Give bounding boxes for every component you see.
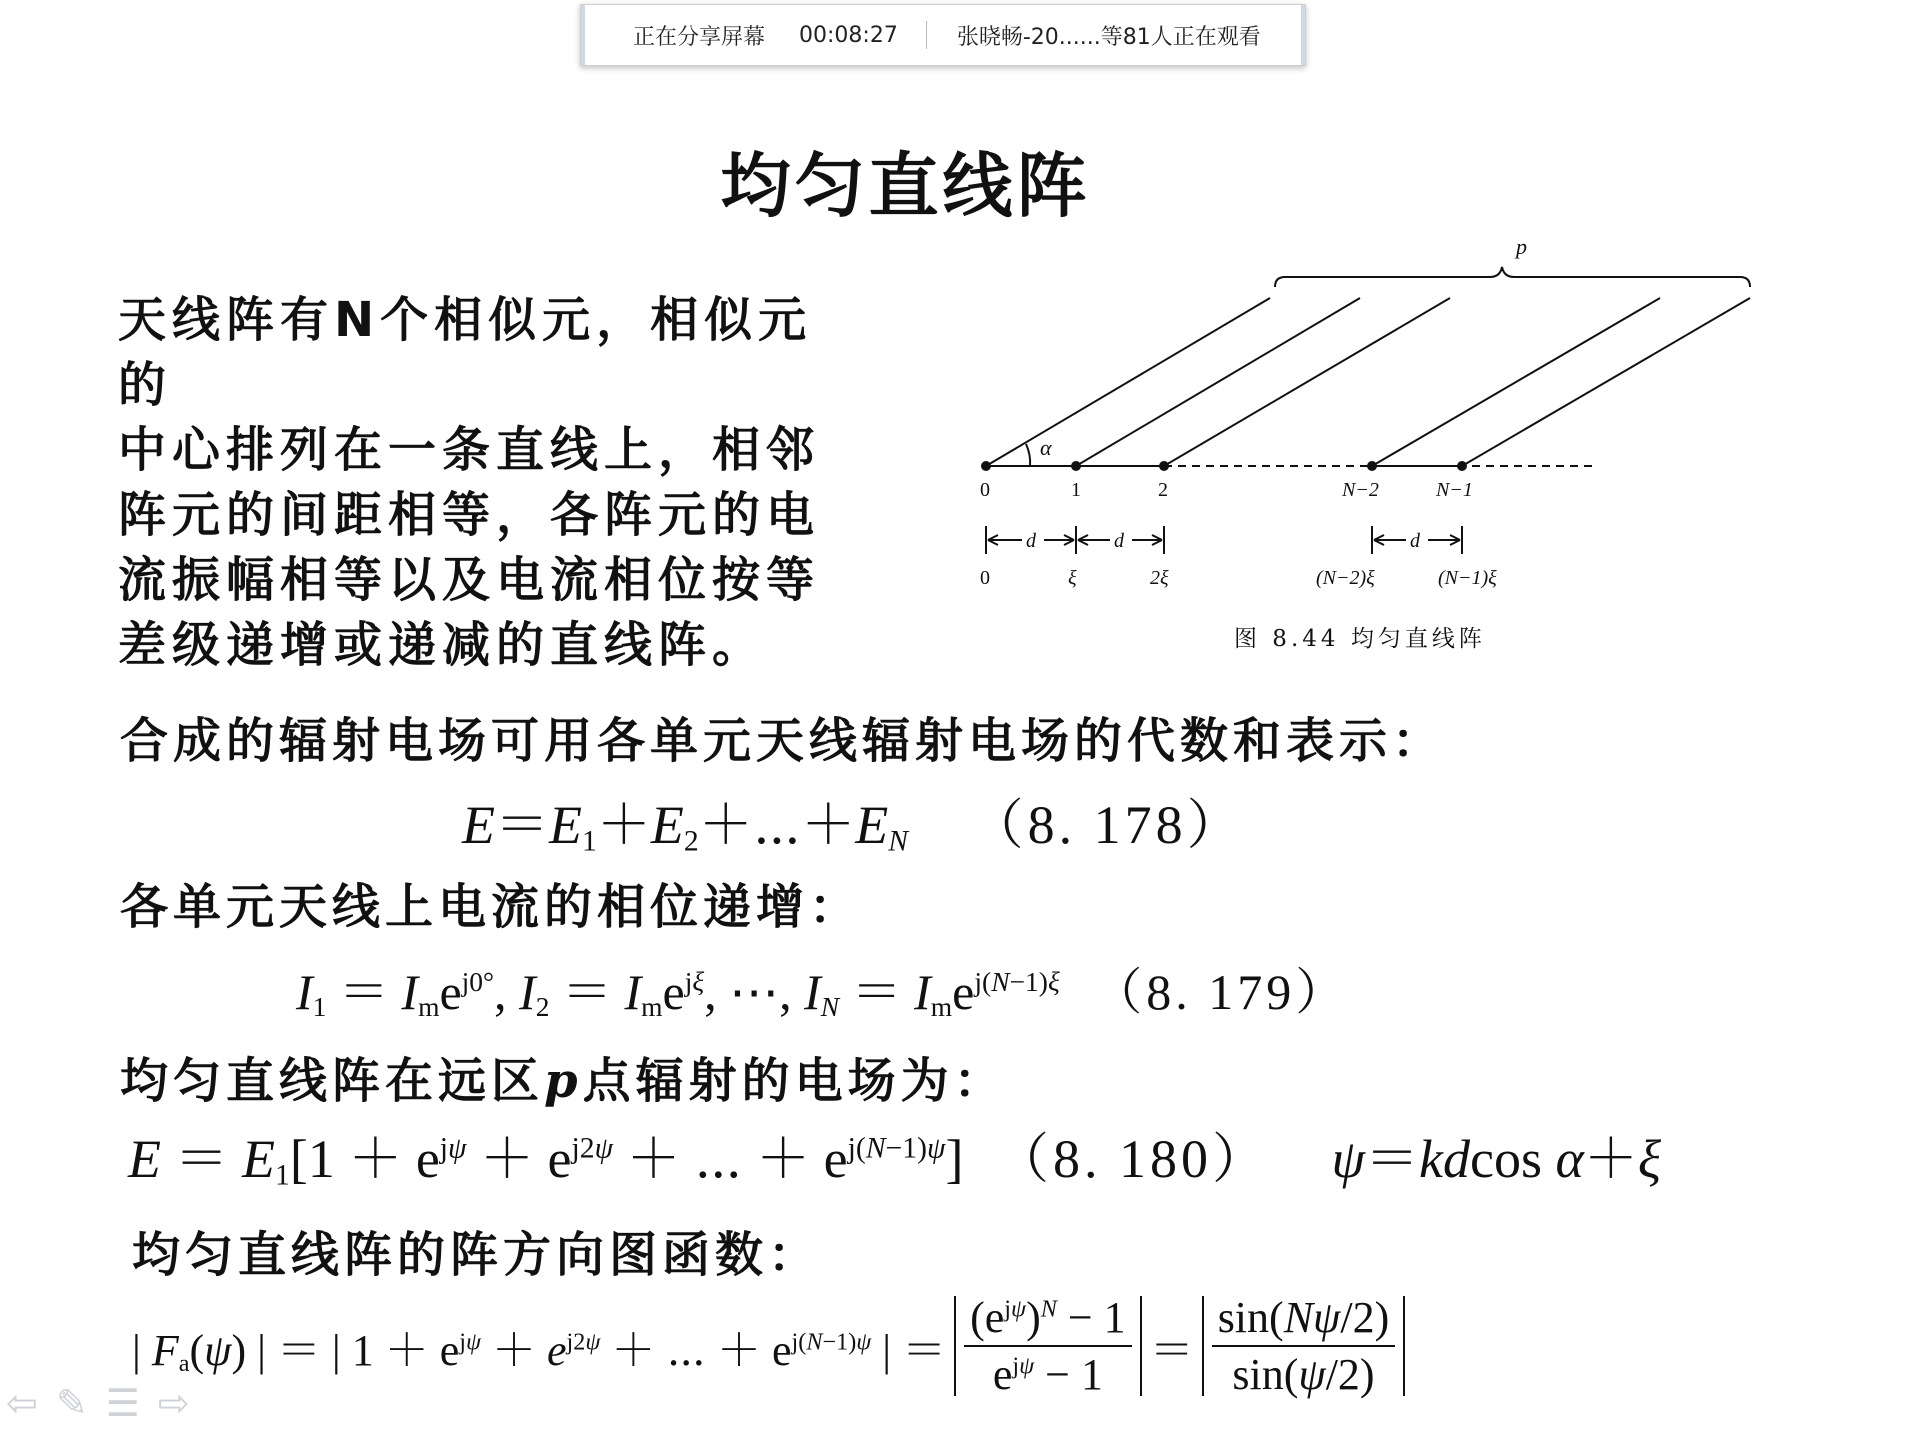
equation-8-179: $I_1 = I_me^{j0^\circ}$, $I_2 = I_me^{j\xi}$, ⋯, $I_N = I_me^{j(N-1)\xi}$ （8. 179）	[296, 964, 1350, 1022]
element-label: 0	[980, 479, 990, 501]
menu-icon[interactable]: ☰	[105, 1381, 140, 1425]
text-line-2: 各单元天线上电流的相位递增：	[120, 879, 863, 935]
element-dot	[1367, 461, 1377, 471]
element-label: N−2	[1342, 479, 1379, 501]
ray-n1	[1462, 298, 1750, 466]
phase-label: (N−2)ξ	[1316, 567, 1375, 589]
text-line-3-suffix: 点辐射的电场为：	[582, 1053, 1007, 1109]
angle-arc	[1026, 444, 1030, 466]
phase-label: 2ξ	[1150, 567, 1169, 589]
intro-line: 流振幅相等以及电流相位按等	[118, 552, 821, 608]
viewer-count-button[interactable]: 张晓畅-20......等81人正在观看	[956, 24, 1261, 50]
phase-label: ξ	[1068, 567, 1077, 589]
intro-line: 天线阵有N个相似元，相似元的	[118, 292, 813, 413]
pen-icon[interactable]: ✎	[55, 1381, 88, 1425]
text-line-1: 合成的辐射电场可用各单元天线辐射电场的代数和表示：	[120, 713, 1446, 769]
intro-line: 中心排列在一条直线上，相邻	[118, 422, 821, 478]
slideshow-controls	[0, 1378, 266, 1428]
element-dot	[981, 461, 991, 471]
equation-number: （8. 180）	[994, 1129, 1270, 1189]
figure-caption: 图 8.44 均匀直线阵	[1234, 626, 1486, 652]
equation-number: （8. 179）	[1092, 964, 1350, 1020]
element-dot	[1159, 461, 1169, 471]
array-factor-equation: | $F_a(\psi)$ | ＝ | $1 + e^{j\psi} + e^{j2\psi}$ ＋ ⋯ ＋ $e^{j(N-1)\psi}$ | ＝ $\frac{(e^{j\psi})^N - 1}{e^{j\psi} - 1}$ ＝ $\frac{\sin(N\psi/2)}{\sin(\psi/2)}$	[132, 1292, 1413, 1400]
abs-bar	[1140, 1296, 1142, 1396]
equation-8-180: $E = E_1[1 + e^{j\psi} + e^{j2\psi}$ ＋ ⋯ ＋ $e^{j(N-1)\psi}$] （8. 180） ψ＝kdcos α＋ξ	[128, 1129, 1661, 1192]
share-status-text: 正在分享屏幕	[633, 24, 766, 50]
share-timer: 00:08:27	[799, 22, 898, 48]
spacing-label: d	[1114, 530, 1124, 552]
equation-number: （8. 178）	[969, 795, 1245, 855]
ray-0	[986, 298, 1270, 466]
spacing-label: d	[1026, 530, 1036, 552]
ray-2	[1164, 298, 1450, 466]
intro-line: 阵元的间距相等，各阵元的电	[118, 487, 821, 543]
text-line-3-prefix: 均匀直线阵在远区	[120, 1053, 545, 1109]
phase-label: 0	[980, 567, 990, 589]
element-dot	[1071, 461, 1081, 471]
ray-1	[1076, 298, 1360, 466]
slide-title: 均匀直线阵	[720, 145, 1091, 227]
phase-label: (N−1)ξ	[1438, 567, 1497, 589]
distance-brace	[1275, 267, 1750, 287]
next-slide-icon[interactable]: ⇨	[157, 1381, 190, 1425]
text-line-4: 均匀直线阵的阵方向图函数：	[132, 1227, 822, 1283]
share-bar-divider	[926, 21, 927, 49]
spacing-label: d	[1410, 530, 1420, 552]
element-label: 2	[1158, 479, 1168, 501]
far-point-label: p	[1516, 234, 1527, 259]
psi-definition: ψ＝kdcos α＋ξ	[1331, 1129, 1661, 1189]
abs-bar	[1202, 1296, 1204, 1396]
screen-share-bar	[580, 4, 1306, 66]
angle-label: α	[1040, 435, 1052, 460]
element-dot	[1457, 461, 1467, 471]
element-label: 1	[1071, 479, 1081, 501]
intro-line: 差级递增或递减的直线阵。	[118, 617, 767, 673]
equation-8-178: $E=E_1+E_2+\cdots+E_N$ （8. 178）	[462, 795, 1245, 858]
point-p: p	[544, 1053, 583, 1109]
abs-bar	[1403, 1296, 1405, 1396]
intro-paragraph	[118, 288, 858, 678]
element-label: N−1	[1436, 479, 1473, 501]
previous-slide-icon[interactable]: ⇦	[6, 1381, 38, 1425]
sine-ratio-fraction: $\frac{\sin(N\psi/2)}{\sin(\psi/2)}$	[1212, 1292, 1396, 1400]
text-line-3	[120, 1042, 1007, 1111]
ray-n2	[1372, 298, 1660, 466]
geometric-sum-fraction: $\frac{(e^{j\psi})^N - 1}{e^{j\psi} - 1}$	[964, 1292, 1132, 1400]
abs-bar	[954, 1296, 956, 1396]
uniform-linear-array-diagram	[960, 232, 1760, 652]
